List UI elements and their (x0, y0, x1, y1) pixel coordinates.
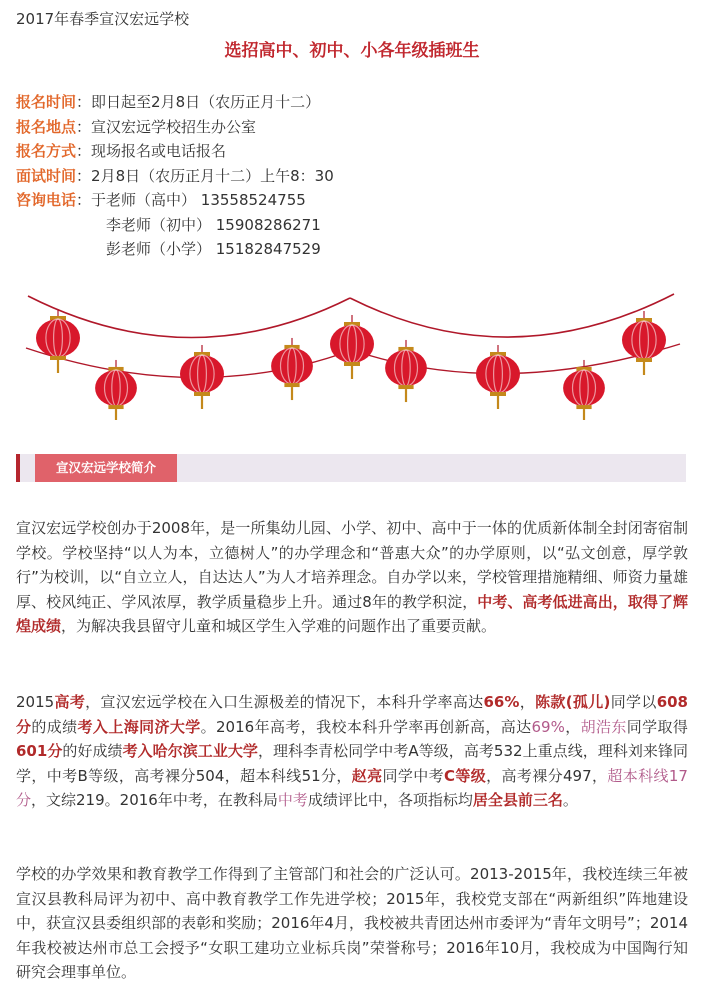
highlight-text: 中考 (277, 791, 308, 809)
text: 宣汉宏远学校创办于2008年，是一所集幼儿园、小学、初中、高中于一体的优质新体制全封闭寄宿制学校。学校坚持“以人为本，立德树人”的办学理念和“普惠大众”的办学原则，以“弘文创意，厚学敦行”为校训，以“自立立人，自达达人”为人才培养理念。自办学以来，学校管理措施精细、师资力量雄厚、校风纯正、学风浓厚，教学质量稳步上升。通过8年的教学积淀， (16, 519, 688, 611)
highlight-text: 601分 (16, 742, 63, 760)
info-sep: ： (76, 166, 92, 185)
intro-paragraph (16, 516, 688, 639)
text: ， (519, 693, 536, 711)
school-line: 2017年春季宣汉宏远学校 (16, 10, 190, 28)
text: 同学以 (610, 693, 657, 711)
text: 2015 (16, 693, 55, 711)
info-sep: ： (76, 142, 92, 160)
lantern-icon (271, 338, 313, 400)
highlight-text: 胡浩东 (580, 717, 627, 736)
section-header-bar (16, 454, 686, 482)
text: 的成绩 (31, 717, 78, 736)
highlight-text: 陈款(孤儿) (535, 693, 611, 711)
text: 同学取得 (626, 717, 688, 736)
info-label: 咨询电话 (16, 191, 77, 209)
text: 。 (562, 791, 578, 809)
highlight-text: 中考、高考低进高出，取得了辉煌成绩 (16, 592, 688, 635)
highlight-text: 66% (483, 693, 520, 711)
text: 的好成绩 (62, 742, 123, 760)
highlight-text: 居全县前三名 (472, 791, 563, 809)
text: 。2016年高考，我校本科升学率再创新高，高达 (200, 717, 532, 736)
text: ，高考裸分497， (486, 766, 608, 785)
info-row-signup-method (16, 139, 334, 164)
lantern-icon (180, 345, 224, 409)
lantern-icon (36, 309, 80, 373)
text: ，文综219。2016年中考，在教科局 (31, 791, 278, 809)
highlight-text: C等级 (444, 766, 487, 785)
info-value: 2月8日（农历正月十二）上午8：30 (91, 166, 334, 185)
info-contact-primary: 彭老师（小学） 15182847529 (106, 240, 321, 258)
info-row-signup-time (16, 90, 334, 115)
results-paragraph (16, 690, 688, 813)
honors-paragraph: 学校的办学效果和教育教学工作得到了主管部门和社会的广泛认可。2013-2015年，我校连续三年被宣汉县教科局评为初中、高中教育教学工作先进学校；2015年，我校党支部在“两新组织”阵地建设中，获宣汉县委组织部的表彰和奖励；2016年4月，我校被共青团达州市委评为“青年文明号”；2014年我校被达州市总工会授予“女职工建功立业标兵岗”荣誉称号；2016年10月，我校成为中国陶行知研究会理事单位。 (16, 865, 688, 981)
lantern-icon (476, 345, 520, 409)
lantern-icon (95, 360, 137, 420)
headline: 选招高中、初中、小各年级插班生 (224, 41, 480, 61)
info-sep: ： (76, 191, 92, 209)
info-label: 报名时间 (16, 93, 77, 111)
info-label: 报名方式 (16, 142, 77, 160)
info-value: 即日起至2月8日（农历正月十二） (91, 93, 321, 111)
text: ，宣汉宏远学校在入口生源极差的情况下，本科升学率高达 (85, 693, 484, 711)
info-value: 宣汉宏远学校招生办公室 (91, 117, 257, 136)
info-row-interview-time (16, 164, 334, 189)
text: 同学中考 (382, 766, 445, 785)
highlight-text: 608分 (16, 693, 688, 736)
highlight-text: 赵亮 (351, 766, 383, 785)
text: 成绩评比中，各项指标均 (307, 791, 473, 809)
highlight-text: 69% (531, 717, 565, 736)
info-block (16, 90, 334, 262)
lantern-icon (622, 311, 666, 375)
text: ， (564, 717, 581, 736)
info-row-signup-place (16, 115, 334, 140)
highlight-text: 考入哈尔滨工业大学 (122, 742, 258, 760)
info-contact-junior: 李老师（初中） 15908286271 (106, 215, 321, 234)
info-sep: ： (76, 93, 92, 111)
highlight-text: 超本科线17分 (16, 766, 688, 809)
info-value: 现场报名或电话报名 (91, 142, 227, 160)
lantern-icon (385, 340, 427, 402)
section-title: 宣汉宏远学校简介 (35, 454, 177, 482)
lantern-icon (330, 315, 374, 379)
info-sep: ： (76, 117, 92, 136)
highlight-text: 高考 (54, 693, 86, 711)
highlight-text: 考入上海同济大学 (77, 717, 201, 736)
lantern-decoration (20, 288, 684, 420)
info-label: 面试时间 (16, 166, 77, 185)
info-value: 于老师（高中） 13558524755 (91, 191, 306, 209)
info-row-phone (16, 188, 334, 213)
text: ，理科李青松同学中考A等级，高考532上重点线，理科刘来锋同学，中考B等级，高考裸分504，超本科线51分， (16, 742, 688, 785)
text: ，为解决我县留守儿童和城区学生入学难的问题作出了重要贡献。 (61, 617, 497, 635)
section-accent (16, 454, 20, 482)
info-label: 报名地点 (16, 117, 77, 136)
